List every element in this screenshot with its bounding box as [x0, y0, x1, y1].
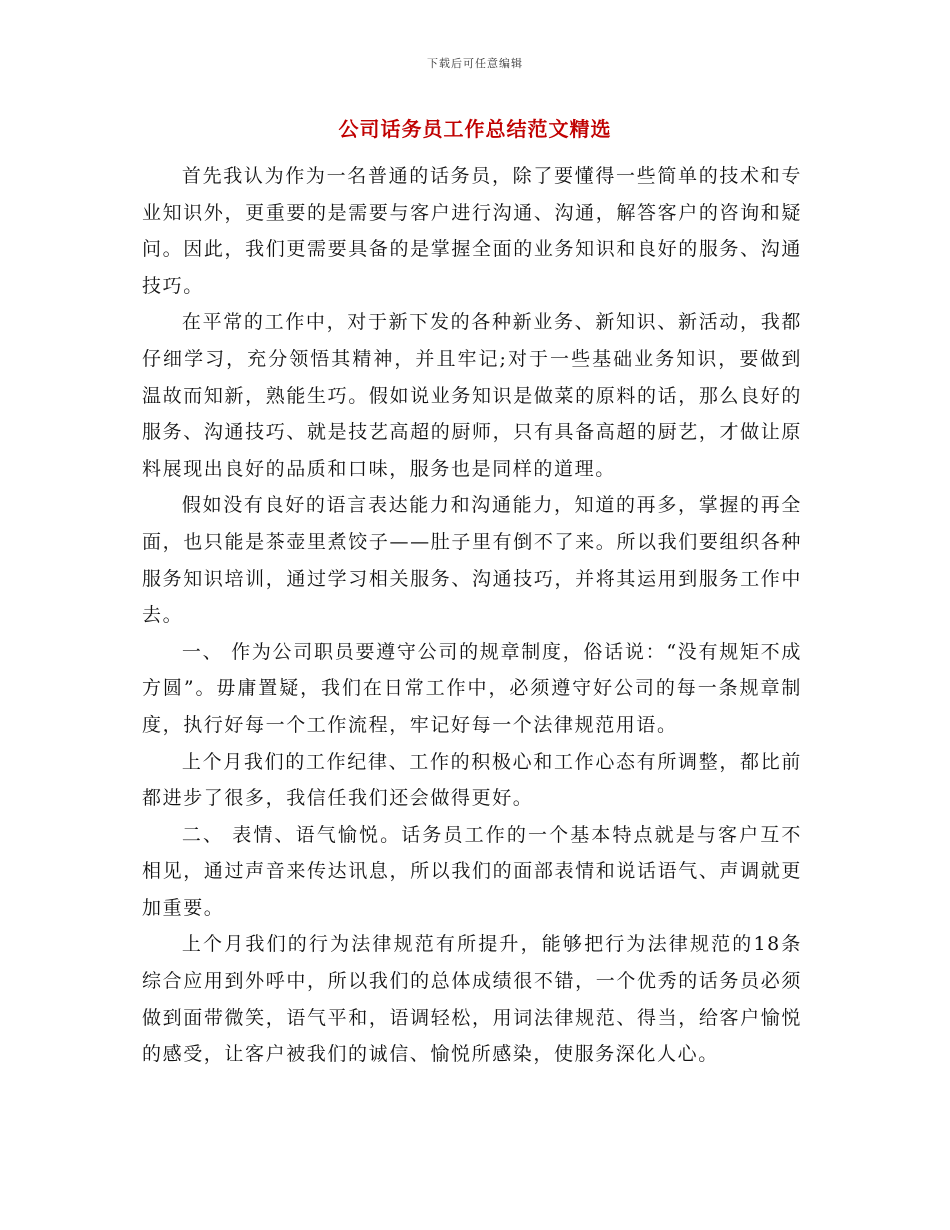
- paragraph: 假如没有良好的语言表达能力和沟通能力，知道的再多，掌握的再全面，也只能是茶壶里煮饺子——肚子里有倒不了来。所以我们要组织各种服务知识培训，通过学习相关服务、沟通技巧，并将其运用到服务工作中去。: [142, 494, 802, 627]
- paragraph: 一、 作为公司职员要遵守公司的规章制度，俗话说：“没有规矩不成方圆”。毋庸置疑，我们在日常工作中，必须遵守好公司的每一条规章制度，执行好每一个工作流程，牢记好每一个法律规范用语。: [142, 640, 802, 736]
- document-title: 公司话务员工作总结范文精选: [338, 117, 612, 141]
- document-body: [142, 158, 802, 1073]
- page-header: 下载后可任意编辑: [427, 57, 523, 70]
- paragraph: 二、 表情、语气愉悦。话务员工作的一个基本特点就是与客户互不相见，通过声音来传达讯息，所以我们的面部表情和说话语气、声调就更加重要。: [142, 823, 802, 919]
- paragraph: 上个月我们的工作纪律、工作的积极心和工作心态有所调整，都比前都进步了很多，我信任我们还会做得更好。: [142, 750, 802, 810]
- paragraph: 上个月我们的行为法律规范有所提升，能够把行为法律规范的18条综合应用到外呼中，所以我们的总体成绩很不错，一个优秀的话务员必须做到面带微笑，语气平和，语调轻松，用词法律规范、得当，给客户愉悦的感受，让客户被我们的诚信、愉悦所感染，使服务深化人心。: [142, 933, 802, 1066]
- paragraph: 首先我认为作为一名普通的话务员，除了要懂得一些简单的技术和专业知识外，更重要的是需要与客户进行沟通、沟通，解答客户的咨询和疑问。因此，我们更需要具备的是掌握全面的业务知识和良好的服务、沟通技巧。: [142, 165, 802, 297]
- paragraph: 在平常的工作中，对于新下发的各种新业务、新知识、新活动，我都仔细学习，充分领悟其精神，并且牢记;对于一些基础业务知识，要做到温故而知新，熟能生巧。假如说业务知识是做菜的原料的话，那么良好的服务、沟通技巧、就是技艺高超的厨师，只有具备高超的厨艺，才做让原料展现出良好的品质和口味，服务也是同样的道理。: [142, 311, 802, 480]
